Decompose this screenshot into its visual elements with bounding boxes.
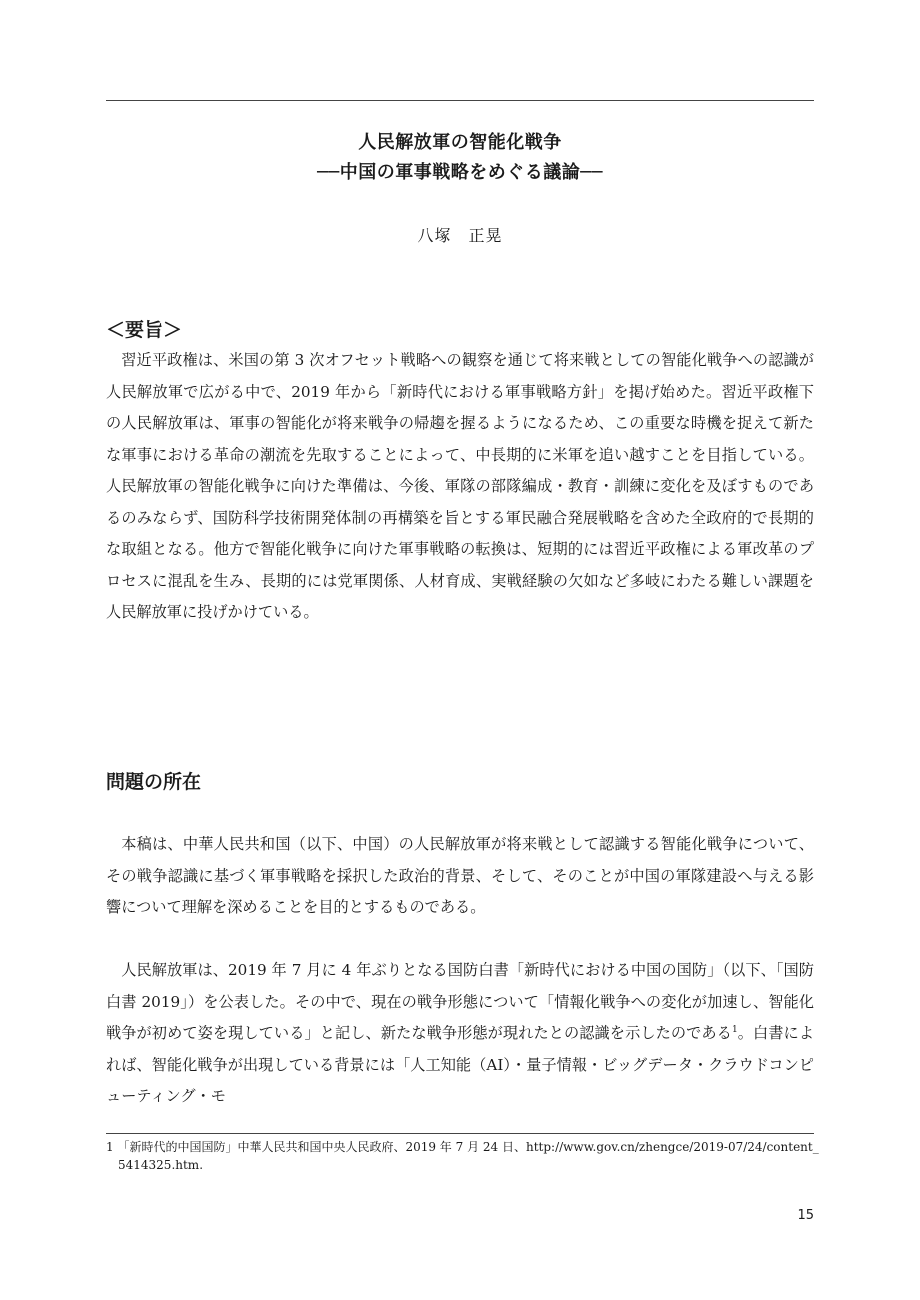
footnote-1: 1 「新時代的中国国防」中華人民共和国中央人民政府、2019 年 7 月 24 日、http://www.gov.cn/zhengce/2019-07/24/content_5414325.htm. xyxy=(106,1140,819,1172)
abstract-heading: ＜要旨＞ xyxy=(106,319,183,341)
introduction-heading: 問題の所在 xyxy=(106,771,202,793)
footnote-reference[interactable]: 1 xyxy=(731,1024,738,1035)
title-subtitle: ──中国の軍事戦略をめぐる議論── xyxy=(317,162,603,183)
author-name: 八塚 正晃 xyxy=(417,226,503,245)
introduction-paragraph-1: 本稿は、中華人民共和国（以下、中国）の人民解放軍が将来戦として認識する智能化戦争について、その戦争認識に基づく軍事戦略を採択した政治的背景、そして、そのことが中国の軍隊建設へ与える影響について理解を深めることを目的とするものである。 xyxy=(106,835,814,916)
footnote-rule xyxy=(106,1133,814,1134)
title-main: 人民解放軍の智能化戦争 xyxy=(358,132,562,153)
article-title xyxy=(106,128,814,188)
introduction-paragraph-2 xyxy=(106,955,814,1113)
abstract-text: 習近平政権は、米国の第 3 次オフセット戦略への観察を通じて将来戦としての智能化戦争への認識が人民解放軍で広がる中で、2019 年から「新時代における軍事戦略方針」を掲げ始めた。習近平政権下の人民解放軍は、軍事の智能化が将来戦争の帰趨を握るようになるため、この重要な時機を捉えて新たな軍事における革命の潮流を先取することによって、中長期的に米軍を追い越すことを目指している。人民解放軍の智能化戦争に向けた準備は、今後、軍隊の部隊編成・教育・訓練に変化を及ぼすものであるのみならず、国防科学技術開発体制の再構築を旨とする軍民融合発展戦略を含めた全政府的で長期的な取組となる。他方で智能化戦争に向けた軍事戦略の転換は、短期的には習近平政権による軍改革のプロセスに混乱を生み、長期的には党軍関係、人材育成、実戦経験の欠如など多岐にわたる難しい課題を人民解放軍に投げかけている。 xyxy=(106,351,815,621)
paragraph-2-text-b: 。白書によれば、智能化戦争が出現している背景には「人工知能（AI）・量子情報・ビッグデータ・クラウドコンピューティング・モ xyxy=(106,1024,815,1105)
header-rule xyxy=(106,100,814,101)
paragraph-2-text-a: 人民解放軍は、2019 年 7 月に 4 年ぶりとなる国防白書「新時代における中国の国防」（以下、「国防白書 2019」）を公表した。その中で、現在の戦争形態について「情報化戦争への変化が加速し、智能化戦争が初めて姿を現している」と記し、新たな戦争形態が現れたとの認識を示したのである xyxy=(106,961,814,1042)
page-number: 15 xyxy=(797,1208,814,1223)
